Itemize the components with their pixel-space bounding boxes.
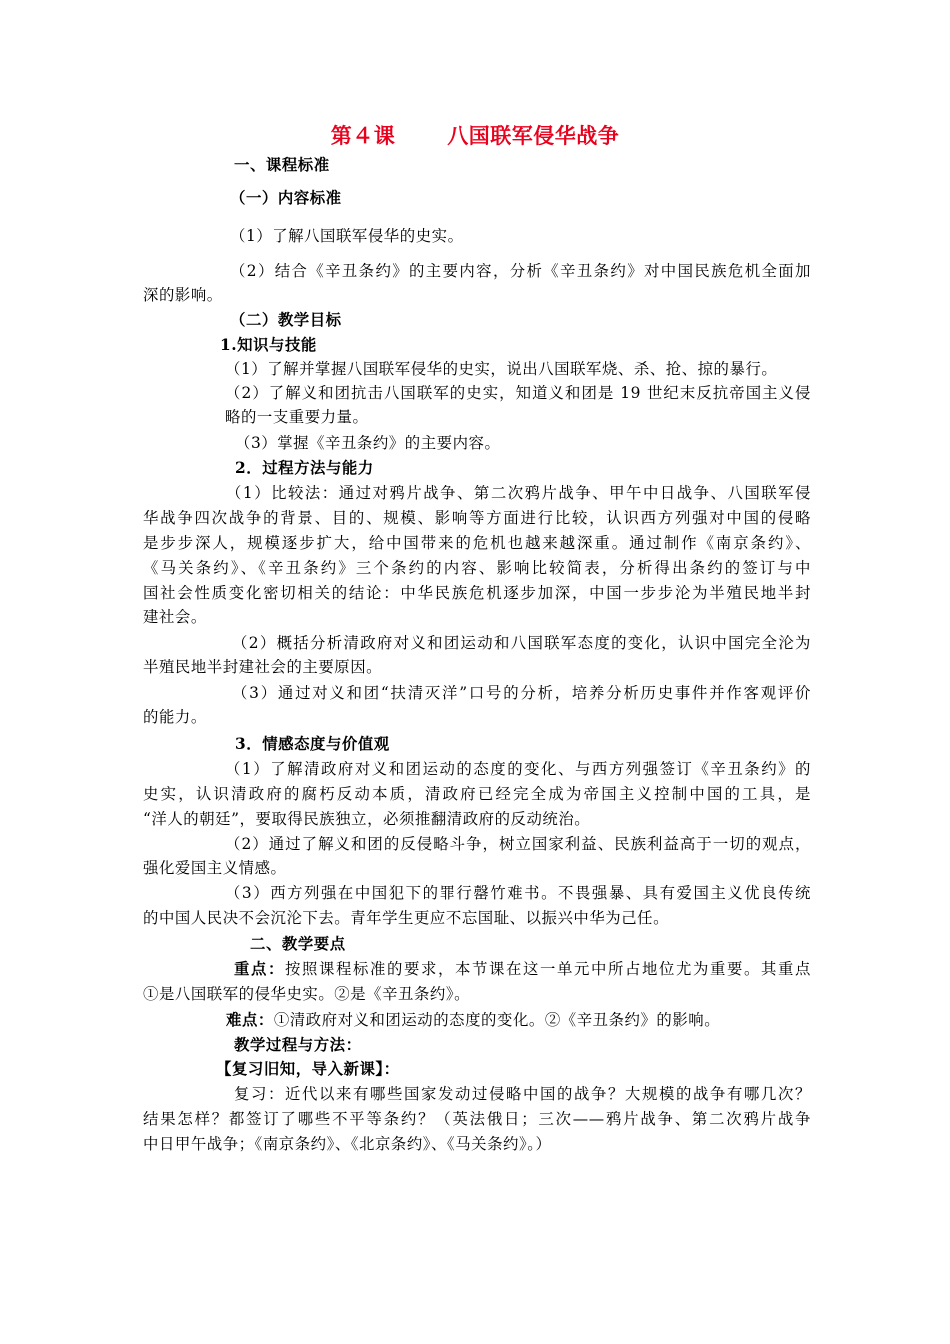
- text-line: （1）了解清政府对义和团运动的态度的变化、与西方列强签订《辛丑条约》的: [225, 760, 811, 778]
- text-line: 的能力。: [143, 708, 207, 726]
- line-label: 重点：: [234, 960, 286, 978]
- lesson-number: 第４课: [330, 124, 396, 148]
- text-line: 1.知识与技能: [220, 336, 317, 354]
- line-label: 难点：: [226, 1011, 274, 1029]
- lesson-title: [0, 120, 950, 150]
- text-line: 史实，认识清政府的腐朽反动本质，清政府已经完全成为帝国主义控制中国的工具，是: [143, 785, 811, 803]
- text-line: 深的影响。: [143, 286, 223, 304]
- text-line: 的中国人民决不会沉沦下去。青年学生更应不忘国耻、以振兴中华为己任。: [143, 909, 670, 927]
- text-line: [226, 1008, 811, 1032]
- text-line: 建社会。: [143, 608, 207, 626]
- text-line: （1）比较法：通过对鸦片战争、第二次鸦片战争、甲午中日战争、八国联军侵: [226, 484, 811, 502]
- lesson-name: 八国联军侵华战争: [447, 124, 620, 148]
- text-line: （二）教学目标: [230, 311, 342, 329]
- text-line: （2）结合《辛丑条约》的主要内容，分析《辛丑条约》对中国民族危机全面加: [230, 262, 811, 280]
- text-line: 略的一支重要力量。: [225, 408, 369, 426]
- text-line: （1）了解八国联军侵华的史实。: [230, 227, 464, 245]
- text-line: （一）内容标准: [230, 189, 342, 207]
- text-line: 【复习旧知，导入新课】：: [216, 1060, 400, 1078]
- text-line: 教学过程与方法：: [234, 1036, 362, 1054]
- text-line: 华战争四次战争的背景、目的、规模、影响等方面进行比较，认识西方列强对中国的侵略: [143, 509, 811, 527]
- text-line: 结果怎样？都签订了哪些不平等条约？（英法俄日；三次——鸦片战争、第二次鸦片战争: [143, 1110, 811, 1128]
- text-line: 中日甲午战争；《南京条约》、《北京条约》、《马关条约》。）: [143, 1135, 552, 1153]
- text-line: 半殖民地半封建社会的主要原因。: [143, 658, 383, 676]
- text-line: （3）掌握《辛丑条约》的主要内容。: [235, 434, 501, 452]
- text-line: （1）了解并掌握八国联军侵华的史实，说出八国联军烧、杀、抢、掠的暴行。: [225, 360, 778, 378]
- text-line: 国社会性质变化密切相关的结论：中华民族危机逐步加深，中国一步步沦为半殖民地半封: [143, 584, 811, 602]
- line-text: ①清政府对义和团运动的态度的变化。②《辛丑条约》的影响。: [273, 1011, 721, 1029]
- text-line: 3．情感态度与价值观: [235, 735, 390, 753]
- text-line: 强化爱国主义情感。: [143, 859, 287, 877]
- text-line: 一、课程标准: [234, 156, 330, 174]
- text-line: （2）通过了解义和团的反侵略斗争，树立国家利益、民族利益高于一切的观点，: [225, 835, 811, 853]
- text-line: ①是八国联军的侵华史实。②是《辛丑条约》。: [143, 985, 471, 1003]
- text-line: 是步步深人，规模逐步扩大，给中国带来的危机也越来越深重。通过制作《南京条约》、: [143, 534, 811, 552]
- text-line: （2）了解义和团抗击八国联军的史实，知道义和团是 19 世纪末反抗帝国主义侵: [225, 384, 811, 402]
- text-line: （3）通过对义和团“扶清灭洋”口号的分析，培养分析历史事件并作客观评价: [232, 684, 811, 702]
- text-line: 2．过程方法与能力: [235, 459, 374, 477]
- text-line: [234, 957, 811, 981]
- text-line: （3）西方列强在中国犯下的罪行罄竹难书。不畏强暴、具有爱国主义优良传统: [225, 884, 811, 902]
- text-line: “洋人的朝廷”，要取得民族独立，必须推翻清政府的反动统治。: [143, 810, 591, 828]
- line-text: 按照课程标准的要求，本节课在这一单元中所占地位尤为重要。其重点: [285, 960, 811, 978]
- text-line: 复习：近代以来有哪些国家发动过侵略中国的战争？大规模的战争有哪几次？: [234, 1085, 811, 1103]
- text-line: （2）概括分析清政府对义和团运动和八国联军态度的变化，认识中国完全沦为: [232, 634, 811, 652]
- text-line: 二、教学要点: [250, 935, 346, 953]
- text-line: 《马关条约》、《辛丑条约》三个条约的内容、影响比较简表，分析得出条约的签订与中: [143, 559, 811, 577]
